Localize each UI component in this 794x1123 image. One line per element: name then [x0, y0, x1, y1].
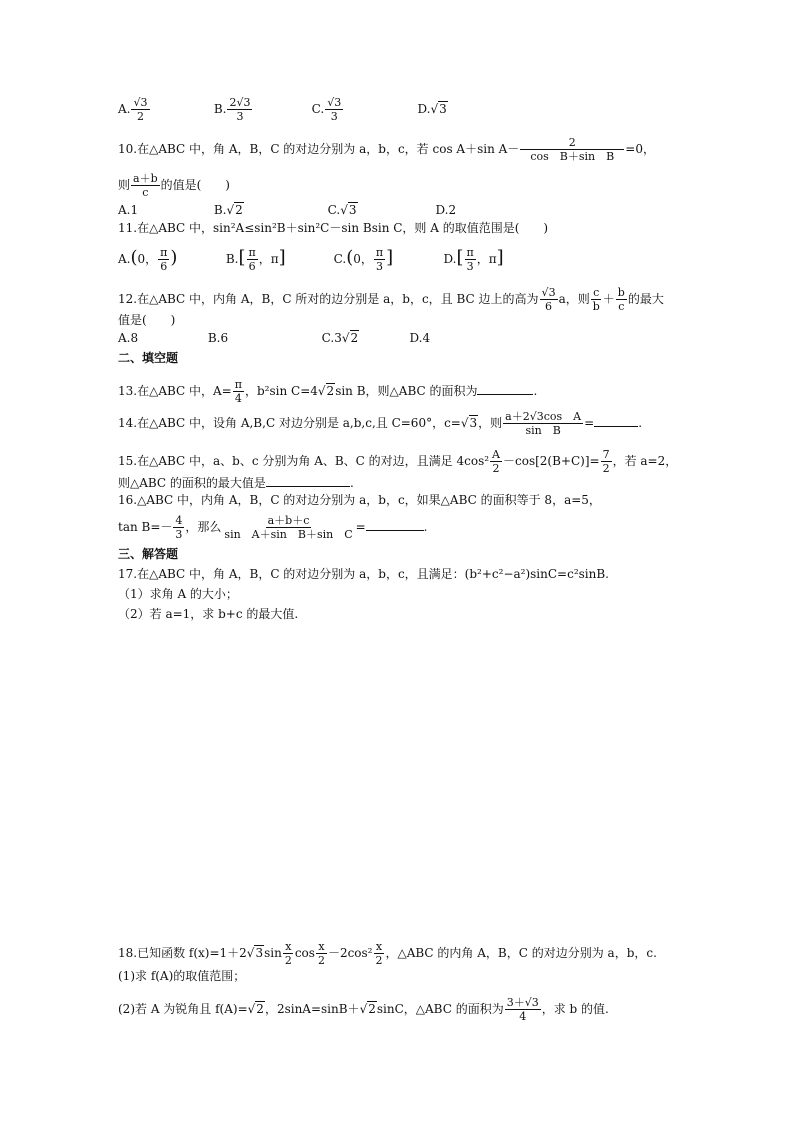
q11-stem: 11.在△ABC 中，sin²A≤sin²B＋sin²C－sin Bsin C，则 A 的取值范围是( )	[118, 221, 549, 235]
q18-part1: (1)求 f(A)的取值范围；	[118, 969, 246, 983]
q12-option-a[interactable]: A.8	[118, 331, 139, 345]
q13-answer-blank[interactable]	[477, 382, 533, 395]
q10-option-c[interactable]: C.√3	[327, 203, 357, 217]
q12-option-c[interactable]: C.3√2	[321, 331, 359, 345]
q9-option-b[interactable]: B. $\frac{2√3}{3}$	[213, 96, 251, 123]
q11-options	[118, 246, 504, 273]
q11-option-c[interactable]: C.(0， $\frac{\pi}{3}$ ]	[333, 246, 394, 273]
q15: 15.在△ABC 中，a、b、c 分别为角 A、B、C 的对边，且满足 4cos² $\frac{A}{2}$ －cos[2(B+C)]= $\frac{7}{2}$ ，若 a=2，	[118, 448, 678, 475]
q12-option-d[interactable]: D.4	[409, 331, 431, 345]
section-solutions: 三、解答题	[118, 547, 179, 561]
q14: 14.在△ABC 中，设角 A,B,C 对边分别是 a,b,c,且 C=60°，c=√3，则 $\frac{\text{a＋2√3cos A}}{\text{sin B}}$ = .	[118, 410, 643, 437]
q15-answer-blank[interactable]	[266, 474, 350, 487]
q18-part2: (2)若 A 为锐角且 f(A)=√2，2sinA=sinB＋√2sinC，△ABC 的面积为 $\frac{3+√3}{4}$ ，求 b 的值.	[118, 996, 609, 1023]
q10-stem: 10.在△ABC 中，角 A，B，C 的对边分别为 a，b，c，若 cos A＋sin A－ $\frac{2}{\text{cos B＋sin B}}$ =0，	[118, 136, 655, 163]
q9-option-a[interactable]: A. $\frac{√3}{2}$	[118, 96, 148, 123]
q10-option-a[interactable]: A.1	[118, 203, 139, 217]
q12-stem: 12.在△ABC 中，内角 A，B，C 所对的边分别是 a，b，c，且 BC 边上的高为 $\frac{√3}{6}$ a，则 $\frac{c}{b}$ ＋ $\frac{b}{c}$ 的最大	[118, 286, 664, 313]
q9-options	[118, 96, 448, 123]
q16-line2: tan B=－ $\frac{4}{3}$ ，那么 $\frac{a+b+c}{\text{sin A＋sin B＋sin C}}$ = .	[118, 514, 428, 541]
q15-line2: 则△ABC 的面积的最大值是 .	[118, 476, 354, 490]
q11-option-d[interactable]: D.[ $\frac{\pi}{3}$ ，π]	[443, 246, 504, 273]
q10-option-b[interactable]: B.√2	[213, 203, 243, 217]
section-fill-in: 二、填空题	[118, 351, 179, 365]
q14-answer-blank[interactable]	[594, 414, 638, 427]
q17-part2: （2）若 a=1，求 b+c 的最大值.	[118, 607, 299, 621]
q11-option-a[interactable]: A.(0， $\frac{\pi}{6}$ )	[118, 246, 178, 273]
q12-options	[118, 330, 430, 346]
q12-question: 值是( )	[118, 313, 176, 327]
q17-part1: （1）求角 A 的大小；	[118, 587, 238, 601]
q9-option-c[interactable]: C. $\frac{√3}{3}$	[311, 96, 342, 123]
q9-option-d[interactable]: D.√3	[417, 102, 447, 116]
q17-stem: 17.在△ABC 中，角 A，B，C 的对边分别为 a，b，c，且满足：(b²+c²−a²)sinC=c²sinB.	[118, 567, 609, 581]
q12-option-b[interactable]: B.6	[207, 331, 229, 345]
q16-answer-blank[interactable]	[366, 518, 424, 531]
q11-option-b[interactable]: B.[ $\frac{\pi}{6}$ ，π]	[225, 246, 286, 273]
q18-stem: 18.已知函数 f(x)=1＋2√3sin $\frac{x}{2}$ cos $\frac{x}{2}$ －2cos² $\frac{x}{2}$ ，△ABC 的内角 A，B，C 的对边分别为 a，b，c.	[118, 940, 657, 967]
q10-question: 则 $\frac{a+b}{c}$ 的值是( )	[118, 172, 230, 199]
q10-options	[118, 202, 456, 218]
q10-option-d[interactable]: D.2	[435, 203, 457, 217]
q16-line1: 16.△ABC 中，内角 A，B，C 的对边分别为 a，b，c，如果△ABC 的面积等于 8，a=5，	[118, 493, 601, 507]
q13: 13.在△ABC 中，A= $\frac{\pi}{4}$ ，b²sin C=4√2sin B，则△ABC 的面积为 .	[118, 378, 538, 405]
